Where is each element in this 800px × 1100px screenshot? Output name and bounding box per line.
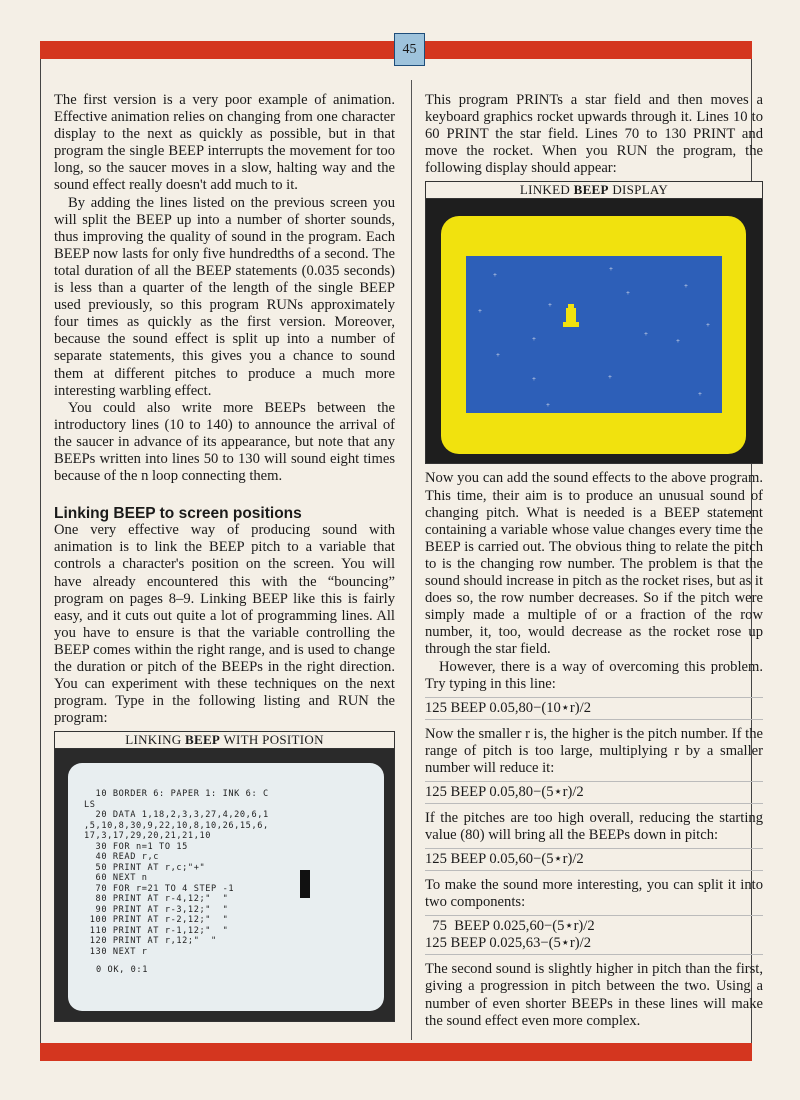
code-line: 75 BEEP 0.025,60−(5⋆r)/2 125 BEEP 0.025,63−(5⋆r)/2 — [425, 915, 763, 955]
rocket-graphic — [300, 870, 310, 898]
code-line: 125 BEEP 0.05,60−(5⋆r)/2 — [425, 848, 763, 871]
paragraph: The second sound is slightly higher in pitch than the first, giving a progression in pitch between the two. Using a number of even shorter BEEPs in these lines will make the sound effect even more complex. — [425, 961, 763, 1029]
paragraph: This program PRINTs a star field and then moves a keyboard graphics rocket upwards through it. Lines 10 to 60 PRINT the star field. Lines 70 to 130 PRINT and move the rocket. When you RUN the program, the following display should appear: — [425, 92, 763, 177]
code-figure — [54, 731, 395, 1022]
paragraph: The first version is a very poor example of animation. Effective animation relies on changing from one character display to the next as quickly as possible, but in that program the single BEEP interrupts the movement for too long, so the saucer moves in a slow, halting way and the sound effect really doesn't add much to it. — [54, 92, 395, 194]
star-icon: + — [493, 271, 497, 280]
column-divider — [411, 80, 412, 1040]
paragraph: However, there is a way of overcoming this problem. Try typing in this line: — [425, 658, 763, 692]
paragraph: To make the sound more interesting, you can split it into two components: — [425, 877, 763, 911]
figure-caption: LINKING BEEP WITH POSITION — [55, 732, 394, 749]
tv-screen — [55, 749, 394, 1021]
star-icon: + — [684, 282, 688, 291]
rocket-icon — [563, 304, 579, 328]
star-icon: + — [609, 265, 613, 274]
paragraph: One very effective way of producing sound with animation is to link the BEEP pitch to a variable that controls a character's position on the screen. You will have already encountered this with the “bouncing” program on pages 8–9. Linking BEEP like this is fairly easy, and it cuts out quite a lot of programming lines. All you have to ensure is that the variable controlling the BEEP comes within the right range, and is used to change the duration or pitch of the BEEPs in the right direction. You can experiment with these techniques on the next program. Type in the following listing and RUN the program: — [54, 522, 395, 727]
paragraph: Now the smaller r is, the higher is the pitch number. If the range of pitch is too large, multiplying r by a smaller number will reduce it: — [425, 725, 764, 776]
paragraph: By adding the lines listed on the previous screen you will split the BEEP up into a number of shorter sounds, thus improving the quality of sound in the program. Each BEEP now lasts for only five hundredths of a second. The total duration of all the BEEP statements (0.035 seconds) is less than a quarter of the length of the single BEEP used previously, so this program RUNs approximately four times as quickly as the first version. Moreover, because the sound effect is split up into a number of separate statements, this gives you a chance to sound them at different pitches to produce a much more interesting warbling effect. — [54, 194, 395, 399]
star-icon: + — [532, 335, 536, 344]
star-icon: + — [608, 373, 612, 382]
star-icon: + — [496, 351, 500, 360]
star-icon: + — [698, 390, 702, 399]
star-icon: + — [532, 375, 536, 384]
tv-screen — [426, 199, 762, 463]
star-icon: + — [644, 330, 648, 339]
star-icon: + — [478, 307, 482, 316]
page-number: 45 — [394, 33, 425, 66]
left-column — [54, 92, 395, 1028]
star-icon: + — [626, 289, 630, 298]
status-line: 0 OK, 0:1 — [96, 965, 148, 976]
star-icon: + — [546, 401, 550, 410]
right-column — [425, 92, 763, 1030]
paragraph: Now you can add the sound effects to the above program. This time, their aim is to produce an unusual sound of changing pitch. What is needed is a BEEP statement containing a variable whose value changes every time the BEEP is carried out. The obvious thing to relate the pitch to is the changing row number. The problem is that the sound should increase in pitch as the rocket rises, but as it does so, the row number decreases. So if the pitch were simply made a multiple of or a fraction of the row number, it, too, would decrease as the rocket rose up through the star field. — [425, 470, 764, 658]
code-line: 125 BEEP 0.05,80−(5⋆r)/2 — [425, 781, 763, 804]
code-screen — [68, 763, 384, 1011]
code-listing: 10 BORDER 6: PAPER 1: INK 6: C LS 20 DATA 1,18,2,3,3,27,4,20,6,1 ,5,10,8,30,9,22,10,8,10,26,15,6, 17,3,17,29,20,21,21,10 30 FOR n=1 TO 15 40 READ r,c 50 PRINT AT r,c;"+" 60 NEXT n 70 FOR r=21 TO 4 STEP -1 80 PRINT AT r-4,12;" " 90 PRINT AT r-3,12;" " 100 PRINT AT r-2,12;" " 110 PRINT AT r-1,12;" " 120 PRINT AT r,12;" " 130 NEXT r — [84, 789, 269, 957]
star-field — [466, 256, 722, 413]
star-icon: + — [676, 337, 680, 346]
star-icon: + — [706, 321, 710, 330]
code-line: 125 BEEP 0.05,80−(10⋆r)/2 — [425, 697, 763, 720]
display-figure — [425, 181, 763, 464]
paragraph: If the pitches are too high overall, reducing the starting value (80) will bring all the BEEPs down in pitch: — [425, 809, 763, 844]
bottom-red-bar — [40, 1043, 752, 1061]
star-icon: + — [548, 301, 552, 310]
paragraph: You could also write more BEEPs between the introductory lines (10 to 140) to announce the arrival of the saucer in advance of its appearance, but note that any BEEPs written into lines 50 to 130 will sound eight times because of the n loop connecting them. — [54, 399, 395, 485]
figure-caption: LINKED BEEP DISPLAY — [426, 182, 762, 199]
section-heading: Linking BEEP to screen positions — [54, 505, 302, 523]
yellow-border — [441, 216, 746, 454]
